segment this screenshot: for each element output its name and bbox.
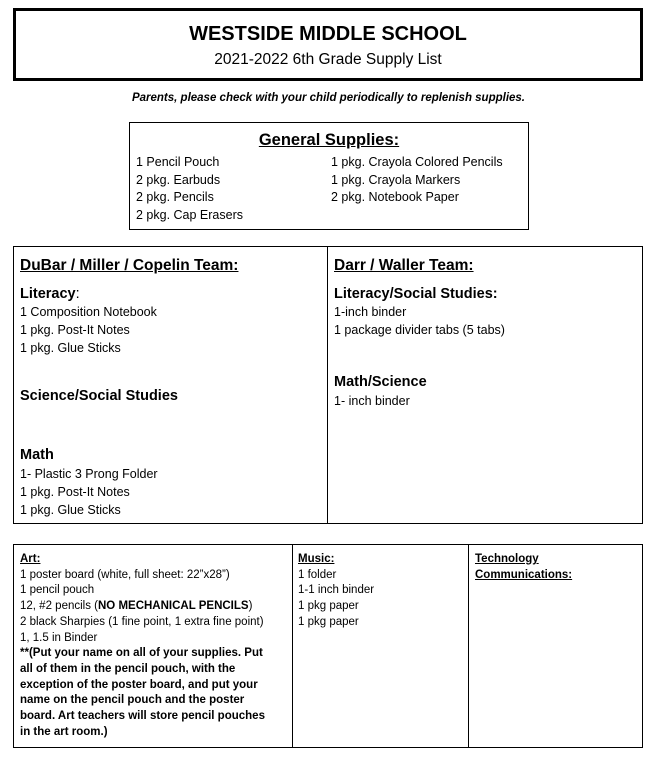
list-item: 1 package divider tabs (5 tabs)	[334, 322, 505, 337]
team-dubar-miller-copelin	[20, 247, 320, 523]
list-item: 1 pkg paper	[298, 615, 359, 628]
art-section	[20, 552, 288, 740]
list-item: 1, 1.5 in Binder	[20, 631, 98, 644]
communications-heading: Communications:	[475, 568, 573, 581]
list-item: 2 black Sharpies (1 fine point, 1 extra fine point)	[20, 615, 264, 628]
specials-box	[13, 544, 643, 748]
list-item: 2 pkg. Pencils	[136, 190, 214, 205]
list-item: 2 pkg. Earbuds	[136, 172, 221, 187]
math-science-label: Math/Science	[334, 374, 427, 390]
list-item: 1-1 inch binder	[298, 584, 375, 597]
literacy-label	[20, 286, 80, 302]
literacy-social-studies-label: Literacy/Social Studies:	[334, 286, 498, 302]
pencils-prefix: 12, #2 pencils (	[20, 600, 98, 613]
math-science-items	[334, 393, 410, 411]
math-label: Math	[20, 447, 54, 463]
general-supplies-box	[129, 122, 529, 230]
literacy-items	[20, 304, 157, 357]
art-items	[20, 568, 288, 647]
supply-list-subtitle: 2021-2022 6th Grade Supply List	[214, 51, 442, 68]
music-section	[298, 552, 463, 631]
art-note	[20, 646, 288, 740]
parent-note: Parents, please check with your child periodically to replenish supplies.	[131, 92, 526, 104]
team-heading: DuBar / Miller / Copelin Team:	[20, 257, 239, 274]
art-note-line: **(Put your name on all of your supplies. Put	[20, 647, 263, 660]
pencils-suffix: )	[248, 600, 253, 613]
school-title: WESTSIDE MIDDLE SCHOOL	[189, 23, 467, 45]
list-item: 1-inch binder	[334, 305, 407, 319]
list-item: 1 pkg. Crayola Markers	[331, 172, 461, 187]
general-supplies-col1	[136, 154, 243, 224]
list-item: 1 pkg paper	[298, 600, 359, 613]
list-item: 2 pkg. Notebook Paper	[331, 190, 459, 205]
list-item: 1 pkg. Post-It Notes	[20, 322, 130, 337]
technology-heading: Technology	[475, 553, 539, 565]
column-divider	[468, 545, 469, 747]
team-darr-waller	[334, 247, 634, 523]
art-note-line: board. Art teachers will store pencil pouches	[20, 710, 265, 723]
art-heading: Art:	[20, 553, 41, 565]
technology-section	[475, 552, 635, 583]
teams-box	[13, 246, 643, 524]
no-mechanical-pencils: NO MECHANICAL PENCILS	[98, 600, 249, 613]
list-item: 1 pkg. Glue Sticks	[20, 502, 121, 517]
science-social-studies-label: Science/Social Studies	[20, 388, 178, 404]
team-divider	[327, 247, 328, 523]
list-item: 1 pencil pouch	[20, 584, 95, 597]
list-item: 1 pkg. Glue Sticks	[20, 340, 121, 355]
art-note-line: in the art room.)	[20, 725, 108, 738]
literacy-items	[334, 304, 505, 340]
team-heading: Darr / Waller Team:	[334, 257, 474, 274]
list-item: 1- inch binder	[334, 394, 410, 408]
header-box	[13, 8, 643, 81]
general-supplies-heading: General Supplies:	[258, 131, 400, 149]
music-items	[298, 568, 463, 631]
list-item: 1 Pencil Pouch	[136, 155, 220, 169]
list-item: 1 folder	[298, 568, 337, 581]
art-note-line: all of them in the pencil pouch, with the	[20, 662, 236, 675]
literacy-label-text: Literacy	[20, 286, 76, 302]
list-item: 2 pkg. Cap Erasers	[136, 207, 243, 222]
list-item: 1- Plastic 3 Prong Folder	[20, 467, 158, 481]
literacy-colon: :	[75, 286, 80, 302]
column-divider	[292, 545, 293, 747]
music-heading: Music:	[298, 553, 335, 565]
art-note-line: exception of the poster board, and put your	[20, 678, 258, 691]
list-item: 1 pkg. Post-It Notes	[20, 484, 130, 499]
list-item: 1 Composition Notebook	[20, 305, 157, 319]
list-item	[20, 599, 288, 615]
list-item: 1 pkg. Crayola Colored Pencils	[331, 155, 503, 169]
art-note-line: name on the pencil pouch and the poster	[20, 694, 245, 707]
general-supplies-col2	[331, 154, 503, 207]
list-item: 1 poster board (white, full sheet: 22”x28”)	[20, 568, 230, 581]
math-items	[20, 466, 158, 519]
